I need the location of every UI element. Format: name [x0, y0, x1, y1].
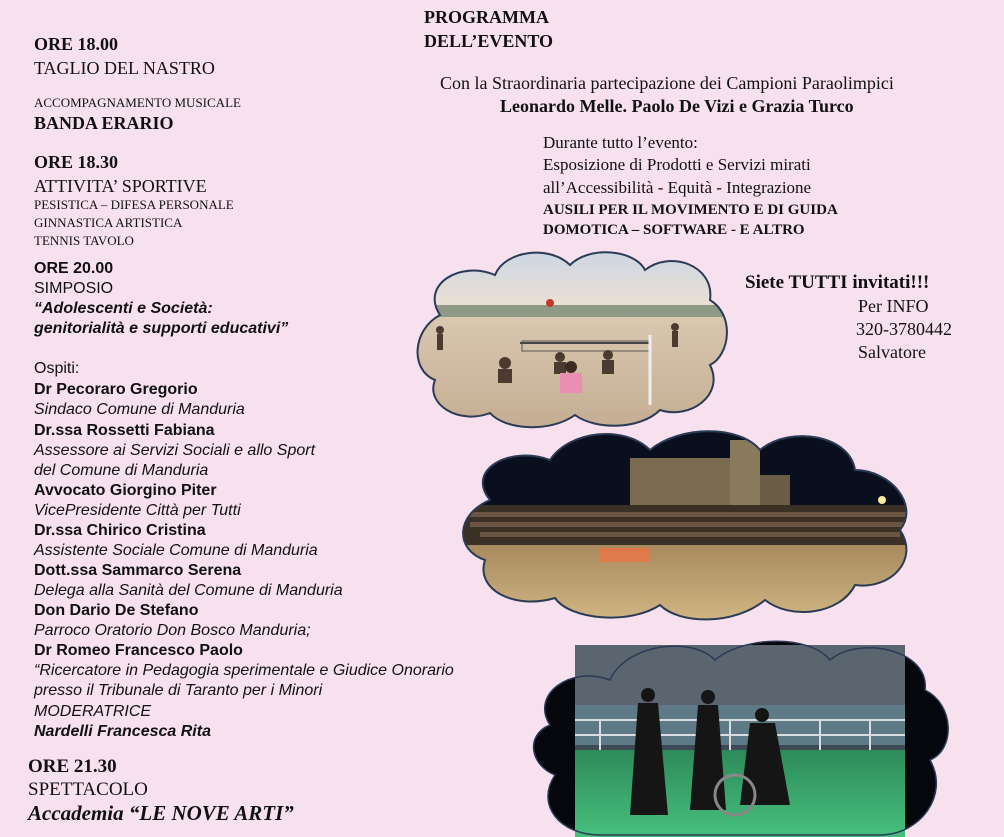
- guest-1-name: Dr Pecoraro Gregorio: [34, 381, 198, 398]
- guest-3-name: Avvocato Giorgino Piter: [34, 482, 217, 499]
- guest-5-role: Delega alla Sanità del Comune di Manduria: [34, 582, 343, 599]
- band-name: BANDA ERARIO: [34, 113, 174, 133]
- show: SPETTACOLO: [28, 779, 148, 800]
- intro-line1: Con la Straordinaria partecipazione dei Campioni Paraolimpici: [440, 73, 894, 93]
- sport-activities: ATTIVITA’ SPORTIVE: [34, 176, 207, 196]
- guest-5-name: Dott.ssa Sammarco Serena: [34, 562, 242, 579]
- guest-2-name: Dr.ssa Rossetti Fabiana: [34, 422, 215, 439]
- sport-item-1: PESISTICA – DIFESA PERSONALE: [34, 197, 234, 212]
- dance-performance-photo: [530, 635, 950, 837]
- ribbon-cutting: TAGLIO DEL NASTRO: [34, 58, 215, 78]
- guests-label: Ospiti:: [34, 360, 80, 377]
- music-accompaniment: ACCOMPAGNAMENTO MUSICALE: [34, 95, 241, 110]
- during-line2: Esposizione di Prodotti e Servizi mirati: [543, 155, 811, 174]
- time-1830: ORE 18.30: [34, 152, 119, 172]
- symposium: SIMPOSIO: [34, 280, 114, 297]
- during-line1: Durante tutto l’evento:: [543, 133, 698, 152]
- beach-volleyball-photo: [410, 245, 730, 430]
- guest-4-name: Dr.ssa Chirico Cristina: [34, 522, 206, 539]
- guest-7-role-1: “Ricercatore in Pedagogia sperimentale e Giudice Onorario: [34, 662, 454, 679]
- invite-title: Siete TUTTI invitati!!!: [745, 272, 930, 293]
- moderator-name: Nardelli Francesca Rita: [34, 723, 211, 740]
- guest-6-name: Don Dario De Stefano: [34, 602, 199, 619]
- guest-4-role: Assistente Sociale Comune di Manduria: [34, 542, 318, 559]
- invite-info-label: Per INFO: [858, 296, 929, 316]
- during-line5: DOMOTICA – SOFTWARE - E ALTRO: [543, 222, 805, 238]
- symposium-title-1: “Adolescenti e Società:: [34, 300, 213, 317]
- during-line3: all’Accessibilità - Equità - Integrazione: [543, 178, 812, 197]
- invite-contact-name: Salvatore: [858, 342, 926, 362]
- guest-1-role: Sindaco Comune di Manduria: [34, 401, 245, 418]
- academy-name: Accademia “LE NOVE ARTI”: [28, 801, 294, 825]
- during-line4: AUSILI PER IL MOVIMENTO E DI GUIDA: [543, 202, 838, 218]
- intro-athletes: Leonardo Melle. Paolo De Vizi e Grazia Turco: [500, 96, 854, 116]
- time-2000: ORE 20.00: [34, 260, 114, 277]
- moderator-label: MODERATRICE: [34, 703, 152, 720]
- symposium-title-2: genitorialità e supporti educativi”: [34, 320, 289, 337]
- invite-phone: 320-3780442: [856, 319, 952, 339]
- sport-item-2: GINNASTICA ARTISTICA: [34, 215, 183, 230]
- program-title-line1: PROGRAMMA: [424, 7, 549, 27]
- guest-7-name: Dr Romeo Francesco Paolo: [34, 642, 243, 659]
- guest-7-role-2: presso il Tribunale di Taranto per i Minori: [34, 682, 323, 699]
- guest-2-role-2: del Comune di Manduria: [34, 462, 209, 479]
- time-1800: ORE 18.00: [34, 34, 119, 54]
- night-castle-crowd-photo: [450, 420, 920, 625]
- sport-item-3: TENNIS TAVOLO: [34, 233, 134, 248]
- time-2130: ORE 21.30: [28, 756, 117, 777]
- guest-6-role: Parroco Oratorio Don Bosco Manduria;: [34, 622, 311, 639]
- guest-2-role-1: Assessore ai Servizi Sociali e allo Sport: [34, 442, 316, 459]
- program-title-line2: DELL’EVENTO: [424, 31, 554, 51]
- guest-3-role: VicePresidente Città per Tutti: [34, 502, 241, 519]
